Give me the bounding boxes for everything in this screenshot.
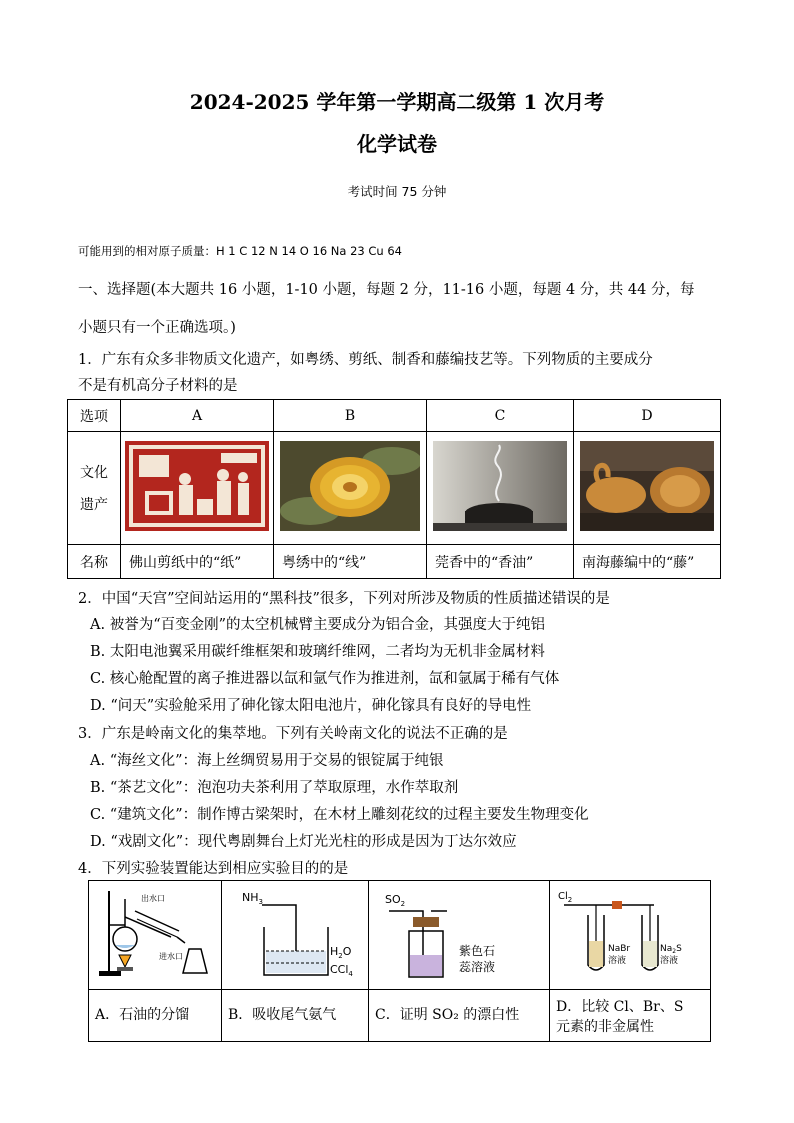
svg-text:Cl2 bbox=[558, 891, 572, 904]
water-label: H bbox=[330, 945, 339, 958]
inlet-label: 进水口 bbox=[159, 952, 183, 961]
q2-stem: 2．中国“天宫”空间站运用的“黑科技”很多，下列对所涉及物质的性质描述错误的是 bbox=[78, 591, 610, 607]
ccl4-label: CCl bbox=[330, 963, 349, 976]
q3-option-b: B. “茶艺文化”：泡泡功夫茶利用了萃取原理，水作萃取剂 bbox=[90, 780, 459, 796]
litmus-label-1: 紫色石 bbox=[459, 944, 496, 958]
na2s-sub: 2 bbox=[672, 948, 677, 955]
so2-label: SO bbox=[385, 893, 401, 906]
na2s-label-2: 溶液 bbox=[660, 956, 679, 966]
na2s-end: S bbox=[676, 944, 682, 954]
q1-header-option: 选项 bbox=[68, 400, 121, 432]
q4-option-a: A．石油的分馏 bbox=[89, 990, 222, 1042]
svg-text:NH3 bbox=[242, 891, 263, 906]
water-end: O bbox=[342, 945, 352, 958]
q4-apparatus-b bbox=[222, 881, 369, 990]
incense-image bbox=[433, 441, 567, 531]
q1-name-b: 粤绣中的“线” bbox=[274, 545, 427, 579]
q1-stem-line2: 不是有机高分子材料的是 bbox=[78, 378, 238, 394]
q2-option-a: A. 被誉为“百变金刚”的太空机械臂主要成分为铝合金，其强度大于纯铝 bbox=[90, 617, 546, 633]
so2-bleaching-diagram bbox=[369, 881, 549, 985]
q4-option-d-line2: 元素的非金属性 bbox=[556, 1019, 654, 1035]
nabr-label-1: NaBr bbox=[608, 944, 631, 954]
q1-table bbox=[67, 399, 721, 579]
so2-sub: 2 bbox=[400, 900, 406, 908]
nabr-label-2: 溶液 bbox=[608, 956, 627, 966]
exam-title: 2024-2025 学年第一学期高二级第 1 次月考 bbox=[189, 90, 605, 114]
svg-text:H2O bbox=[330, 945, 352, 960]
q4-apparatus-d bbox=[550, 881, 711, 990]
q4-option-b: B．吸收尾气氨气 bbox=[222, 990, 369, 1042]
q2-option-d: D. “问天”实验舱采用了砷化镓太阳电池片，砷化镓具有良好的导电性 bbox=[90, 698, 532, 714]
ccl4-sub: 4 bbox=[348, 970, 353, 978]
water-sub: 2 bbox=[338, 952, 343, 960]
q1-image-a-cell bbox=[121, 432, 274, 545]
q3-option-d: D. “戏剧文化”：现代粤剧舞台上灯光光柱的形成是因为丁达尔效应 bbox=[90, 834, 517, 850]
absorption-diagram bbox=[222, 881, 368, 985]
q1-image-c-cell bbox=[427, 432, 574, 545]
svg-text:Na2S bbox=[660, 944, 682, 955]
q3-stem: 3．广东是岭南文化的集萃地。下列有关岭南文化的说法不正确的是 bbox=[78, 726, 508, 742]
exam-time: 考试时间 75 分钟 bbox=[347, 184, 447, 199]
q1-stem-line1: 1．广东有众多非物质文化遗产，如粤绣、剪纸、制香和藤编技艺等。下列物质的主要成分 bbox=[78, 352, 653, 368]
cl2-label: Cl bbox=[558, 891, 568, 902]
svg-text:CCl4 bbox=[330, 963, 353, 978]
halogen-diagram bbox=[550, 881, 710, 985]
q1-name-d: 南海藤编中的“藤” bbox=[574, 545, 721, 579]
q4-option-d bbox=[550, 990, 711, 1042]
q4-option-d-line1: D．比较 Cl、Br、S bbox=[556, 999, 684, 1015]
q4-option-c: C．证明 SO₂ 的漂白性 bbox=[369, 990, 550, 1042]
section-heading-line2: 小题只有一个正确选项。) bbox=[78, 320, 236, 336]
na2s-label: Na bbox=[660, 944, 673, 954]
q1-header-b: B bbox=[274, 400, 427, 432]
q4-apparatus-a bbox=[89, 881, 222, 990]
q2-option-b: B. 太阳电池翼采用碳纤维框架和玻璃纤维网，二者均为无机非金属材料 bbox=[90, 644, 545, 660]
q3-option-c: C. “建筑文化”：制作博古梁架时，在木材上雕刻花纹的过程主要发生物理变化 bbox=[90, 807, 589, 823]
nh3-sub: 3 bbox=[258, 898, 263, 906]
q1-row-label bbox=[68, 432, 121, 545]
svg-text:SO2 bbox=[385, 893, 405, 908]
outlet-label: 出水口 bbox=[141, 894, 165, 903]
q4-table bbox=[88, 880, 711, 1042]
q1-header-a: A bbox=[121, 400, 274, 432]
q4-apparatus-c bbox=[369, 881, 550, 990]
q3-option-a: A. “海丝文化”：海上丝绸贸易用于交易的银锭属于纯银 bbox=[90, 753, 444, 769]
cl2-sub: 2 bbox=[567, 896, 573, 904]
q1-name-c: 莞香中的“香油” bbox=[427, 545, 574, 579]
q1-name-label: 名称 bbox=[68, 545, 121, 579]
papercut-image bbox=[125, 441, 269, 531]
nh3-label: NH bbox=[242, 891, 259, 904]
q4-stem: 4．下列实验装置能达到相应实验目的的是 bbox=[78, 861, 349, 877]
rattan-image bbox=[580, 441, 714, 531]
q1-image-d-cell bbox=[574, 432, 721, 545]
distillation-diagram bbox=[89, 881, 221, 985]
embroidery-image bbox=[280, 441, 420, 531]
q1-row-label-line2: 遗产 bbox=[80, 497, 108, 513]
q1-row-label-line1: 文化 bbox=[80, 465, 108, 481]
section-heading-line1: 一、选择题(本大题共 16 小题，1-10 小题，每题 2 分，11-16 小题，每题 4 分，共 44 分，每 bbox=[78, 282, 695, 298]
q1-header-c: C bbox=[427, 400, 574, 432]
atomic-masses: 可能用到的相对原子质量：H 1 C 12 N 14 O 16 Na 23 Cu 64 bbox=[78, 244, 402, 258]
q1-header-d: D bbox=[574, 400, 721, 432]
litmus-label-2: 蕊溶液 bbox=[459, 960, 496, 974]
q1-image-b-cell bbox=[274, 432, 427, 545]
q2-option-c: C. 核心舱配置的离子推进器以氙和氩气作为推进剂，氙和氩属于稀有气体 bbox=[90, 671, 560, 687]
q1-name-a: 佛山剪纸中的“纸” bbox=[121, 545, 274, 579]
exam-subtitle: 化学试卷 bbox=[357, 132, 437, 156]
